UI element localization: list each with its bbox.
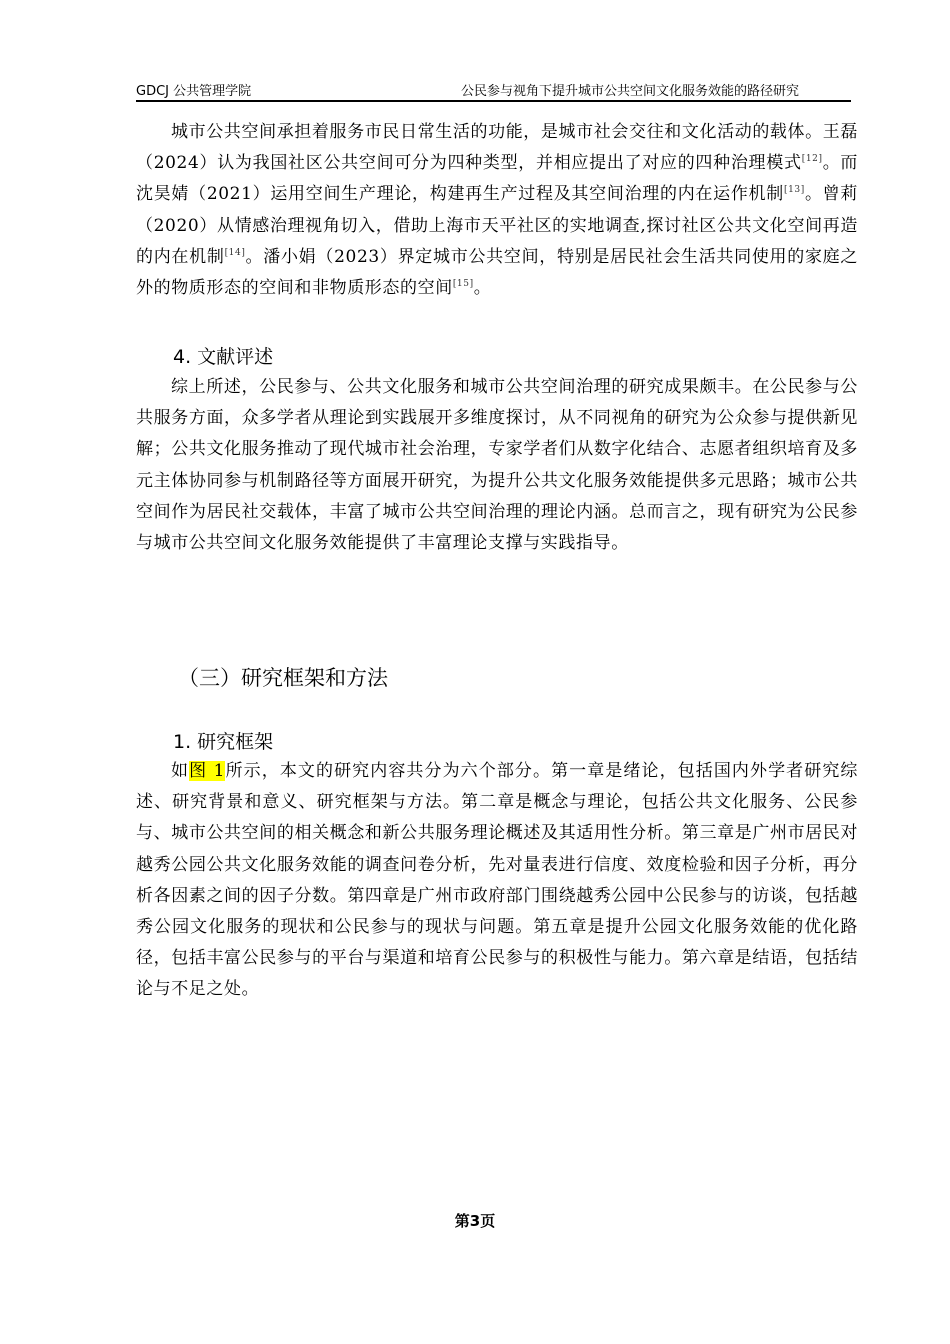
figure-reference-link[interactable]: 图 1 [189,761,226,781]
page-header [136,78,851,102]
paragraph-research-framework [136,756,858,1006]
paragraph-text: 所示，本文的研究内容共分为六个部分。第一章是绪论，包括国内外学者研究综述、研究背景和意义、研究框架与方法。第二章是概念与理论，包括公共文化服务、公民参与、城市公共空间的相关概念和新公共服务理论概述及其适用性分析。第三章是广州市居民对越秀公园公共文化服务效能的调查问卷分析，先对量表进行信度、效度检验和因子分析，再分析各因素之间的因子分数。第四章是广州市政府部门围绕越秀公园中公民参与的访谈，包括越秀公园文化服务的现状和公民参与的现状与问题。第五章是提升公园文化服务效能的优化路径，包括丰富公民参与的平台与渠道和培育公民参与的积极性与能力。第六章是结语，包括结论与不足之处。 [136,761,859,1000]
citation-15[interactable]: [15] [452,279,474,290]
paragraph-public-space [136,117,858,304]
heading-research-framework: 1. 研究框架 [173,731,274,753]
paragraph-text: 。 [473,278,492,299]
citation-12[interactable]: [12] [801,154,823,165]
heading-framework-methods: （三）研究框架和方法 [178,666,388,690]
paragraph-text: 。潘小娟（2023）界定城市公共空间，特别是居民社会生活共同使用的家庭之外的物质形态的空间和非物质形态的空间 [136,246,858,299]
paragraph-text: 综上所述，公民参与、公共文化服务和城市公共空间治理的研究成果颇丰。在公民参与公共服务方面，众多学者从理论到实践展开多维度探讨，从不同视角的研究为公众参与提供新见解；公共文化服务推动了现代城市社会治理，专家学者们从数字化结合、志愿者组织培育及多元主体协同参与机制路径等方面展开研究，为提升公共文化服务效能提供多元思路；城市公共空间作为居民社交载体，丰富了城市公共空间治理的理论内涵。总而言之，现有研究为公民参与城市公共空间文化服务效能提供了丰富理论支撑与实践指导。 [136,377,858,554]
paragraph-text: 如 [171,761,190,781]
header-school: GDCJ 公共管理学院 [136,84,252,99]
header-title: 公民参与视角下提升城市公共空间文化服务效能的路径研究 [460,84,799,99]
heading-literature-review: 4. 文献评述 [173,346,274,368]
paragraph-text: 。曾莉（2020）从情感治理视角切入，借助上海市天平社区的实地调查,探讨社区公共文化空间再造的内在机制 [136,184,858,267]
paragraph-text: 城市公共空间承担着服务市民日常生活的功能，是城市社会交往和文化活动的载体。王磊（2024）认为我国社区公共空间可分为四种类型，并相应提出了对应的四种治理模式 [136,122,858,174]
citation-14[interactable]: [14] [224,247,246,258]
citation-13[interactable]: [13] [783,185,805,196]
paragraph-text: 。而沈昊婧（2021）运用空间生产理论，构建再生产过程及其空间治理的内在运作机制 [136,153,859,205]
paragraph-literature-review [136,372,858,559]
page-number: 第3页 [454,1212,496,1230]
